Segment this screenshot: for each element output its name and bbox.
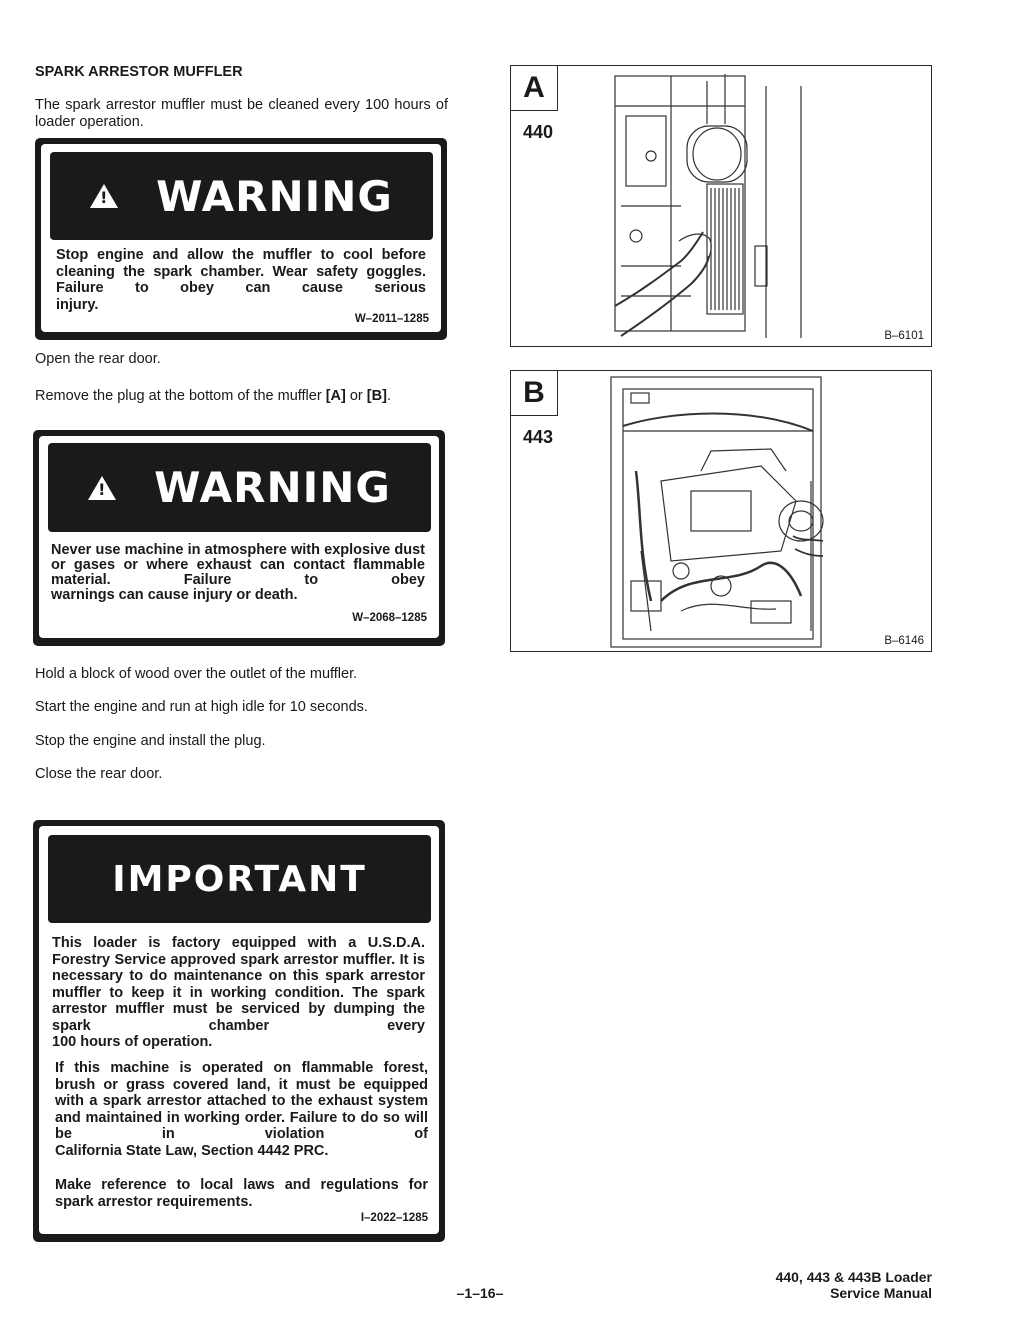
page-number: –1–16– — [456, 1285, 504, 1301]
manual-title — [776, 1269, 932, 1301]
important-p3-main: Make reference to local laws and regulations for — [55, 1177, 428, 1193]
step-remove-period: . — [386, 388, 391, 404]
step-remove-plug — [35, 388, 391, 405]
figure-b-model: 443 — [523, 427, 554, 447]
important-p2-main: If this machine is operated on flammable forest, brush or grass covered land, it must be equipped with a spark arrestor attached to the exhaust system and maintained in working order. Failure to do so will be in violation of — [55, 1060, 428, 1142]
step-stop-engine: Stop the engine and install the plug. — [35, 733, 266, 749]
step-close-door: Close the rear door. — [35, 766, 163, 782]
important-banner-label: IMPORTANT — [112, 858, 367, 900]
warning-triangle-icon — [90, 184, 118, 208]
important-banner — [48, 835, 431, 923]
step-remove-or: or — [345, 388, 367, 404]
warning-message — [51, 543, 425, 603]
warning-banner-label: WARNING — [156, 171, 393, 221]
warning-banner-label: WARNING — [154, 463, 391, 512]
warning-banner — [50, 152, 433, 240]
figure-a — [510, 65, 932, 347]
important-paragraph-3 — [55, 1177, 428, 1210]
warning-code: W–2068–1285 — [352, 612, 427, 624]
manual-title-line1: 440, 443 & 443B Loader — [775, 1269, 932, 1285]
figure-b-ref: B–6146 — [884, 635, 924, 647]
warning-code: W–2011–1285 — [354, 313, 429, 325]
section-title: SPARK ARRESTOR MUFFLER — [35, 64, 243, 80]
manual-title-line2: Service Manual — [830, 1285, 932, 1301]
warning-message — [56, 247, 426, 313]
important-p1-main: This loader is factory equipped with a U.S.D.A. Forestry Service approved spark arrestor muffler. It is necessary to do maintenance on this spark arrestor muffler to keep it in working condition. The spark arrestor muffler must be serviced by dumping the spark chamber every — [52, 935, 425, 1034]
warning-message-main: Stop engine and allow the muffler to cool before cleaning the spark chamber. Wear safety goggles. Failure to obey can cause serious — [56, 247, 426, 296]
important-code: I–2022–1285 — [360, 1212, 428, 1224]
figure-a-ref: B–6101 — [884, 330, 924, 342]
figure-a-model: 440 — [523, 122, 554, 142]
warning-triangle-icon — [88, 476, 116, 500]
warning-box-muffler — [35, 138, 447, 340]
figure-b — [510, 370, 932, 652]
important-paragraph-1 — [52, 935, 425, 1051]
important-box — [33, 820, 445, 1242]
step-start-engine: Start the engine and run at high idle for 10 seconds. — [35, 699, 368, 715]
figure-a-letter: A — [511, 66, 558, 111]
step-hold-wood: Hold a block of wood over the outlet of the muffler. — [35, 666, 358, 682]
step-remove-text: Remove the plug at the bottom of the muffler — [35, 388, 326, 404]
figure-a-illustration — [511, 66, 931, 346]
important-p1-last: 100 hours of operation. — [52, 1034, 213, 1050]
warning-message-last: injury. — [56, 296, 99, 313]
warning-message-main: Never use machine in atmosphere with explosive dust or gases or where exhaust can contact flammable material. Failure to obey — [51, 542, 425, 588]
important-p2-last: California State Law, Section 4442 PRC. — [55, 1142, 329, 1159]
important-paragraph-2 — [55, 1060, 428, 1159]
intro-paragraph: The spark arrestor muffler must be cleaned every 100 hours of loader operation. — [35, 97, 448, 130]
figure-b-illustration — [511, 371, 931, 651]
warning-message-last: warnings can cause injury or death. — [51, 587, 298, 603]
figure-ref-a: [A] — [325, 388, 346, 404]
step-open-door: Open the rear door. — [35, 351, 161, 367]
figure-ref-b: [B] — [366, 388, 387, 404]
warning-box-atmosphere — [33, 430, 445, 646]
warning-banner — [48, 443, 431, 532]
important-p3-last: spark arrestor requirements. — [55, 1193, 253, 1210]
figure-b-letter: B — [511, 371, 558, 416]
